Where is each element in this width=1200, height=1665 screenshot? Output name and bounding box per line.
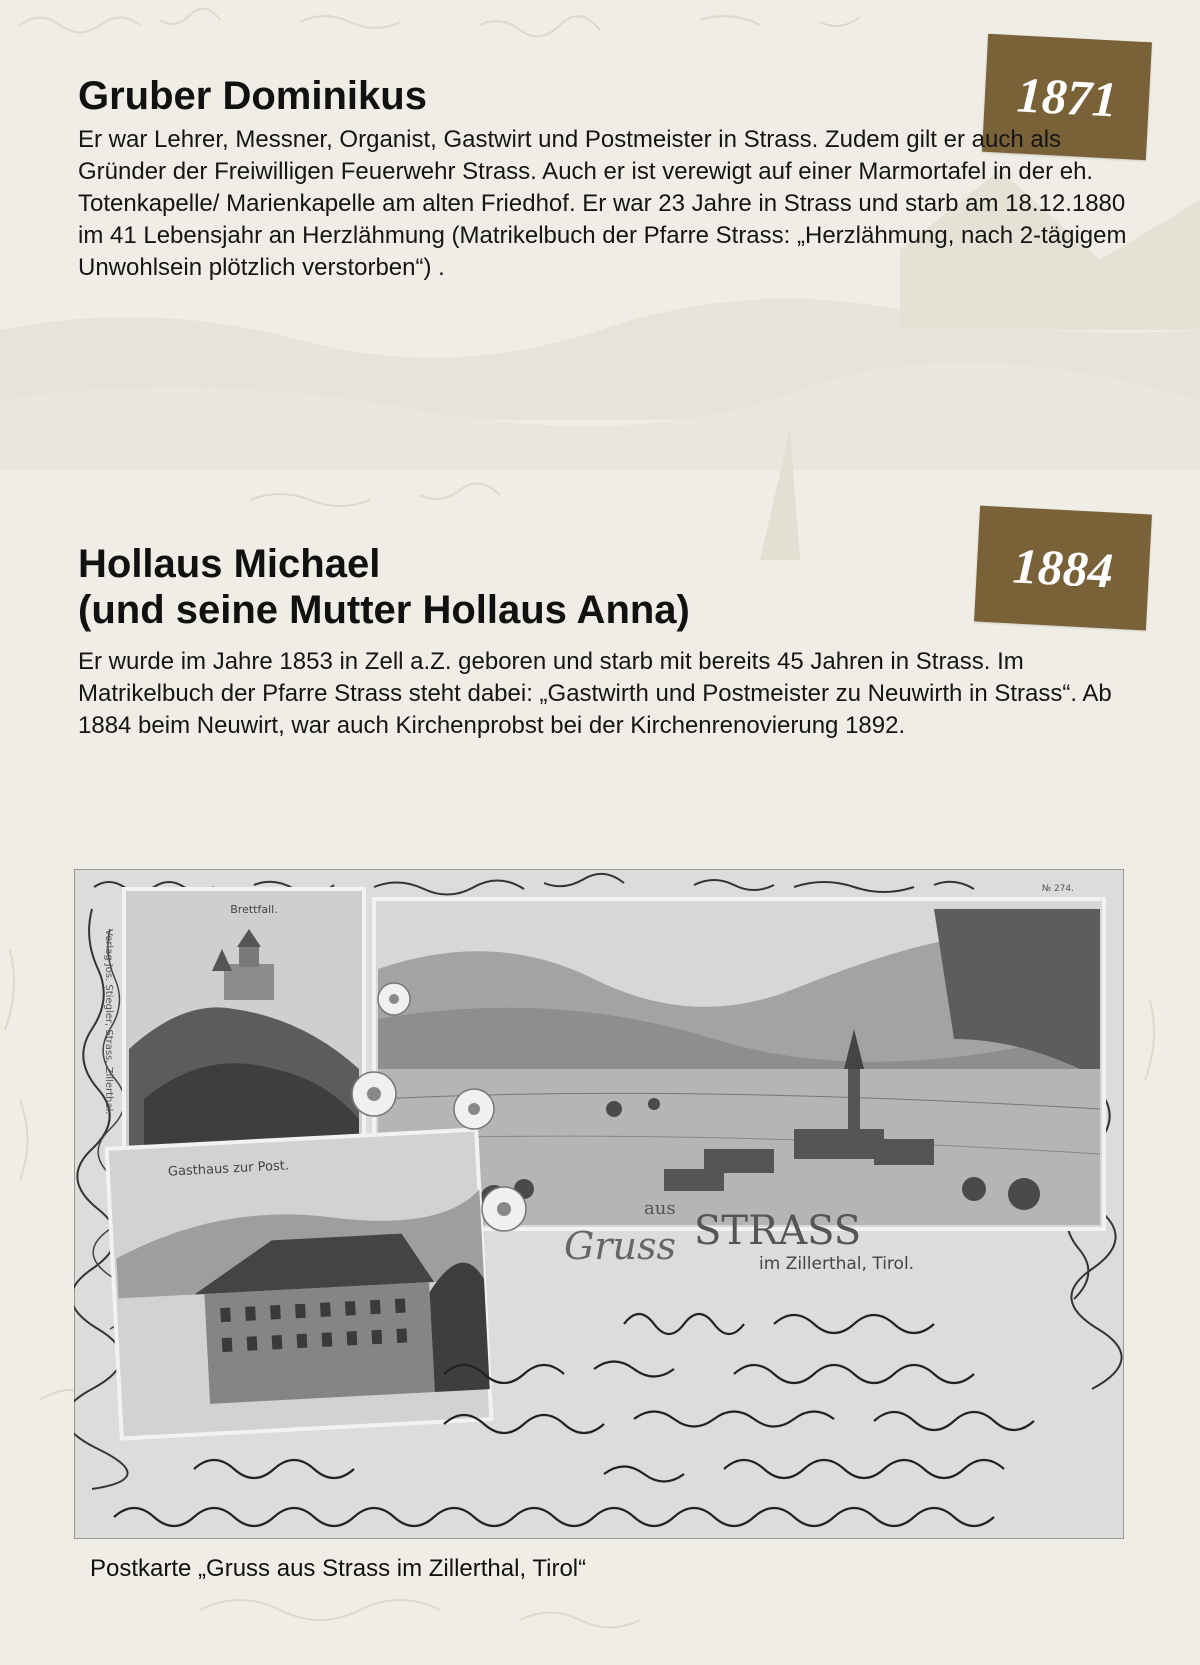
year-badge: 1884: [974, 506, 1152, 631]
postcard-aus: aus: [644, 1198, 676, 1219]
entry-title: [78, 541, 690, 633]
postcard-greeting: Gruss: [564, 1224, 676, 1268]
entry-body: Er wurde im Jahre 1853 in Zell a.Z. geboren und starb mit bereits 45 Jahren in Strass. Im Matrikelbuch der Pfarre Strass steht dabei: „Gastwirth und Postmeister zu Neuwirth in Strass“. Ab 1884 beim Neuwirt, war auch Kirchenprobst bei der Kirchenrenovierung 1892.: [78, 648, 1112, 739]
postcard-town-name: STRASS: [694, 1208, 862, 1254]
postcard-location: im Zillerthal, Tirol.: [759, 1254, 915, 1274]
postcard-caption: Postkarte „Gruss aus Strass im Zillerthal, Tirol“: [90, 1555, 587, 1582]
year-badge: 1871: [982, 34, 1152, 160]
postcard-publisher: Verlag Jos. Stiegler, Strass, Zillerthal.: [103, 929, 114, 1115]
postcard-label: Brettfall.: [230, 903, 278, 916]
postcard-number: № 274.: [1041, 884, 1074, 894]
postcard-label: Gasthaus zur Post.: [167, 1158, 290, 1180]
entry-title-line: Hollaus Michael: [78, 542, 381, 586]
entry-title: Gruber Dominikus: [78, 74, 427, 118]
entry-body: Er war Lehrer, Messner, Organist, Gastwirt und Postmeister in Strass. Zudem gilt er auch als Gründer der Freiwilligen Feuerwehr Strass. Auch er ist verewigt auf einer Marmortafel in der eh. Totenkapelle/ Marienkapelle am alten Friedhof. Er war 23 Jahre in Strass und starb am 18.12.1880 im 41 Lebensjahr an Herzlähmung (Matrikelbuch der Pfarre Strass: „Herzlähmung, nach 2-tägigem Unwohlsein plötzlich verstorben“) .: [78, 126, 1127, 281]
entry-title-line: (und seine Mutter Hollaus Anna): [78, 588, 690, 632]
postcard-image: [74, 869, 1124, 1539]
